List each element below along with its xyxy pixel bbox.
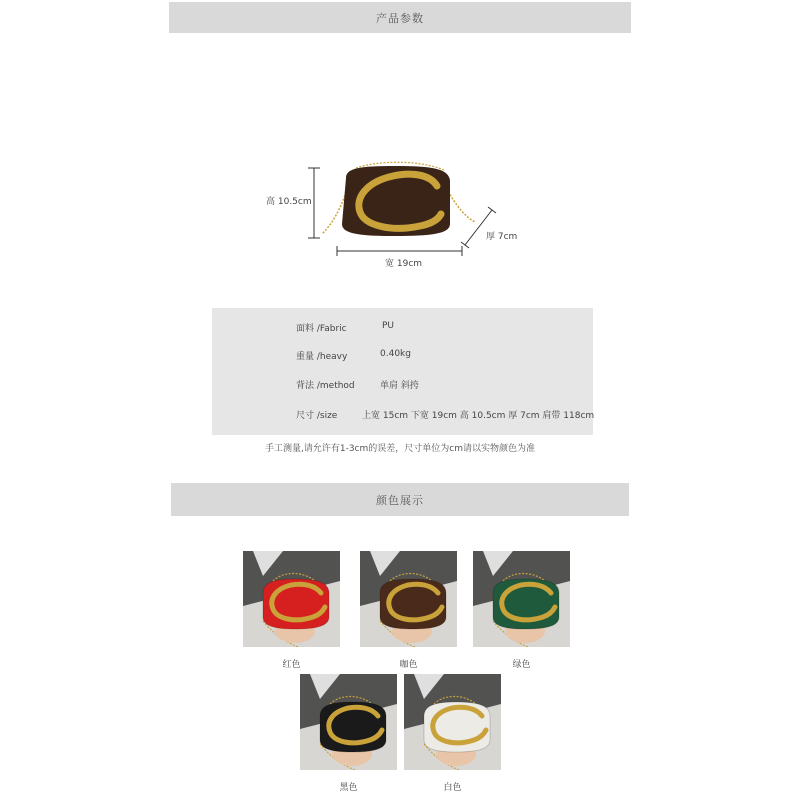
color-swatch-label: 绿色 [512, 660, 531, 670]
color-swatch-image[interactable] [360, 551, 457, 647]
section-title-text: 颜色展示 [376, 493, 424, 507]
spec-value: 单肩 斜挎 [380, 381, 419, 391]
color-swatch-image[interactable] [404, 674, 501, 770]
spec-value: 上宽 15cm 下宽 19cm 高 10.5cm 厚 7cm 肩带 118cm [362, 411, 595, 421]
color-swatch-label: 咖色 [399, 660, 418, 670]
color-swatch-label: 红色 [282, 660, 301, 670]
dimension-diagram [0, 0, 800, 300]
bag-diagram-svg [0, 0, 800, 300]
depth-label: 厚 7cm [486, 232, 518, 242]
spec-table [212, 308, 593, 435]
height-label: 高 10.5cm [266, 197, 312, 207]
spec-key: 尺寸 /size [296, 411, 338, 421]
color-swatch-image[interactable] [473, 551, 570, 647]
spec-value: PU [382, 321, 395, 331]
width-dimension-line [337, 246, 462, 256]
spec-key: 背法 /method [296, 381, 355, 391]
measurement-note: 手工测量,请允许有1-3cm的误差，尺寸单位为cm请以实物颜色为准 [265, 444, 535, 454]
color-swatch-label: 白色 [443, 783, 462, 793]
section-title-color-display [171, 483, 629, 516]
spec-value: 0.40kg [380, 349, 411, 359]
color-swatch-image[interactable] [300, 674, 397, 770]
color-swatch-image[interactable] [243, 551, 340, 647]
color-swatch-label: 黑色 [339, 783, 358, 793]
spec-key: 重量 /heavy [296, 352, 348, 362]
section-title-text: 产品参数 [376, 11, 424, 25]
width-label: 宽 19cm [385, 259, 423, 269]
spec-key: 面料 /Fabric [296, 324, 347, 334]
